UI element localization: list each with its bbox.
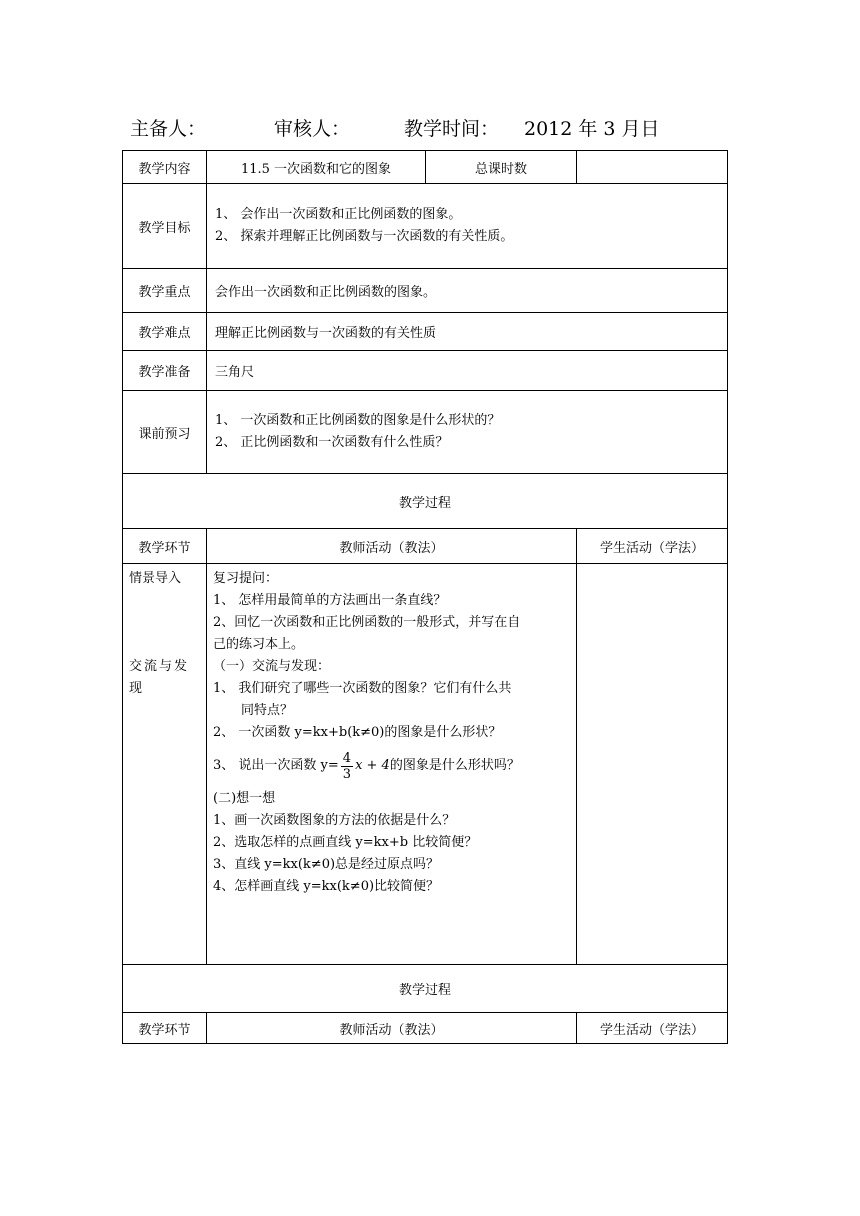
teacher-column-header: 教师活动（教法） — [207, 529, 577, 564]
goal-item: 2、 探索并理解正比例函数与一次函数的有关性质。 — [215, 229, 514, 244]
discussion-question: 1、 我们研究了哪些一次函数的图象？它们有什么共 — [213, 681, 512, 696]
preview-item: 1、 一次函数和正比例函数的图象是什么形状的？ — [215, 413, 501, 428]
stage-exchange-line2: 现 — [129, 681, 143, 696]
key-points-label: 教学重点 — [123, 269, 207, 313]
total-hours-value — [577, 151, 728, 184]
preview-item: 2、 正比例函数和一次函数有什么性质？ — [215, 435, 449, 450]
discussion-question-fraction — [213, 744, 570, 788]
goals-label: 教学目标 — [123, 184, 207, 269]
reviewer-label: 审核人： — [274, 118, 351, 140]
process-title: 教学过程 — [123, 474, 728, 529]
stage-column-header-2: 教学环节 — [123, 1013, 207, 1044]
think-question: 4、怎样画直线 y=kx(k≠0)比较简便？ — [213, 879, 440, 894]
content-label: 教学内容 — [123, 151, 207, 184]
stage-cell — [123, 564, 207, 965]
fraction-numerator: 4 — [342, 750, 352, 766]
goals-list — [207, 184, 728, 269]
row-process-title-2 — [123, 965, 728, 1013]
think-question: 1、画一次函数图象的方法的依据是什么？ — [213, 813, 456, 828]
content-value: 11.5 一次函数和它的图象 — [207, 151, 426, 184]
lesson-plan-table — [122, 150, 728, 1044]
review-question: 2、回忆一次函数和正比例函数的一般形式，并写在自 — [213, 615, 521, 630]
think-question: 2、选取怎样的点画直线 y=kx+b 比较简便？ — [213, 835, 478, 850]
discussion-question-cont: 同特点？ — [241, 703, 294, 718]
row-process-title — [123, 474, 728, 529]
row-key-points — [123, 269, 728, 313]
teaching-date: 2012 年 3 月日 — [524, 118, 660, 140]
row-difficult-points — [123, 313, 728, 351]
teacher-activity-cell — [207, 564, 577, 965]
section-title: (二)想一想 — [213, 791, 276, 806]
think-question: 3、直线 y=kx(k≠0)总是经过原点吗？ — [213, 857, 440, 872]
difficult-points-label: 教学难点 — [123, 313, 207, 351]
stage-column-header: 教学环节 — [123, 529, 207, 564]
review-title: 复习提问： — [213, 571, 279, 586]
total-hours-label: 总课时数 — [426, 151, 577, 184]
row-content — [123, 151, 728, 184]
teaching-time-label: 教学时间： — [404, 118, 500, 140]
preparer-label: 主备人： — [130, 118, 207, 140]
row-column-headers-2 — [123, 1013, 728, 1044]
stage-exchange-line1: 交流与发 — [129, 659, 190, 674]
student-column-header: 学生活动（学法） — [577, 529, 728, 564]
preparation-value: 三角尺 — [207, 351, 728, 391]
fraction — [341, 751, 353, 782]
q3-expression: x + 4 — [355, 758, 390, 773]
goal-item: 1、 会作出一次函数和正比例函数的图象。 — [215, 207, 462, 222]
row-column-headers — [123, 529, 728, 564]
process-title-2: 教学过程 — [123, 965, 728, 1013]
stage-intro: 情景导入 — [129, 571, 182, 586]
teacher-column-header-2: 教师活动（教法） — [207, 1013, 577, 1044]
review-question: 1、 怎样用最简单的方法画出一条直线？ — [213, 593, 447, 608]
q3-prefix: 3、 说出一次函数 y= — [213, 758, 339, 773]
student-activity-cell — [577, 564, 728, 965]
difficult-points-value: 理解正比例函数与一次函数的有关性质 — [207, 313, 728, 351]
review-question-cont: 己的练习本上。 — [213, 637, 305, 652]
row-activities — [123, 564, 728, 965]
row-preview — [123, 391, 728, 474]
preview-label: 课前预习 — [123, 391, 207, 474]
fraction-denominator: 3 — [342, 766, 352, 782]
preview-list — [207, 391, 728, 474]
q3-suffix: 的图象是什么形状吗？ — [389, 758, 520, 773]
preparation-label: 教学准备 — [123, 351, 207, 391]
row-preparation — [123, 351, 728, 391]
student-column-header-2: 学生活动（学法） — [577, 1013, 728, 1044]
discussion-question: 2、 一次函数 y=kx+b(k≠0)的图象是什么形状？ — [213, 725, 502, 740]
section-title: （一）交流与发现： — [213, 659, 331, 674]
row-goals — [123, 184, 728, 269]
key-points-value: 会作出一次函数和正比例函数的图象。 — [207, 269, 728, 313]
